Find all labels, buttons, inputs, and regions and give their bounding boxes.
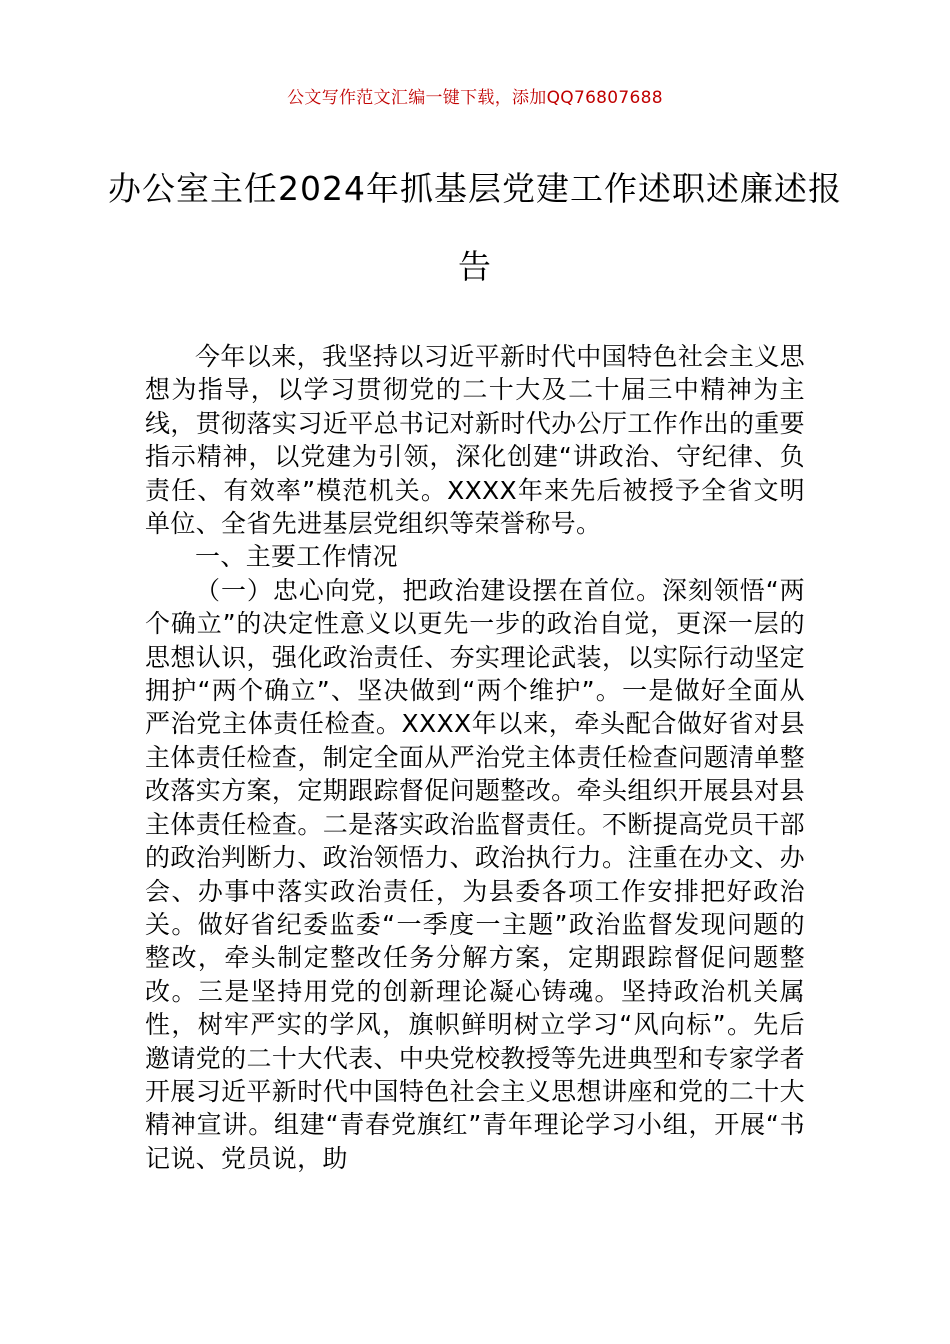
document-body xyxy=(145,340,805,1175)
download-notice: 公文写作范文汇编一键下载，添加QQ76807688 xyxy=(287,88,663,108)
intro-paragraph: 今年以来，我坚持以习近平新时代中国特色社会主义思想为指导，以学习贯彻党的二十大及二十届三中精神为主线，贯彻落实习近平总书记对新时代办公厅工作作出的重要指示精神，以党建为引领，深化创建“讲政治、守纪律、负责任、有效率”模范机关。XXXX年来先后被授予全省文明单位、全省先进基层党组织等荣誉称号。 xyxy=(145,342,805,539)
body-paragraph: （一）忠心向党，把政治建设摆在首位。深刻领悟“两个确立”的决定性意义以更先一步的政治自觉，更深一层的思想认识，强化政治责任、夯实理论武装，以实际行动坚定拥护“两个确立”、坚决做到“两个维护”。一是做好全面从严治党主体责任检查。XXXX年以来，牵头配合做好省对县主体责任检查，制定全面从严治党主体责任检查问题清单整改落实方案，定期跟踪督促问题整改。牵头组织开展县对县主体责任检查。二是落实政治监督责任。不断提高党员干部的政治判断力、政治领悟力、政治执行力。注重在办文、办会、办事中落实政治责任，为县委各项工作安排把好政治关。做好省纪委监委“一季度一主题”政治监督发现问题的整改，牵头制定整改任务分解方案，定期跟踪督促问题整改。三是坚持用党的创新理论凝心铸魂。坚持政治机关属性，树牢严实的学风，旗帜鲜明树立学习“风向标”。先后邀请党的二十大代表、中央党校教授等先进典型和专家学者开展习近平新时代中国特色社会主义思想讲座和党的二十大精神宣讲。组建“青春党旗红”青年理论学习小组，开展“书记说、党员说，助 xyxy=(145,575,805,1173)
document-title: 办公室主任2024年抓基层党建工作述职述廉述报告 xyxy=(108,169,842,286)
section-heading: 一、主要工作情况 xyxy=(195,542,398,572)
